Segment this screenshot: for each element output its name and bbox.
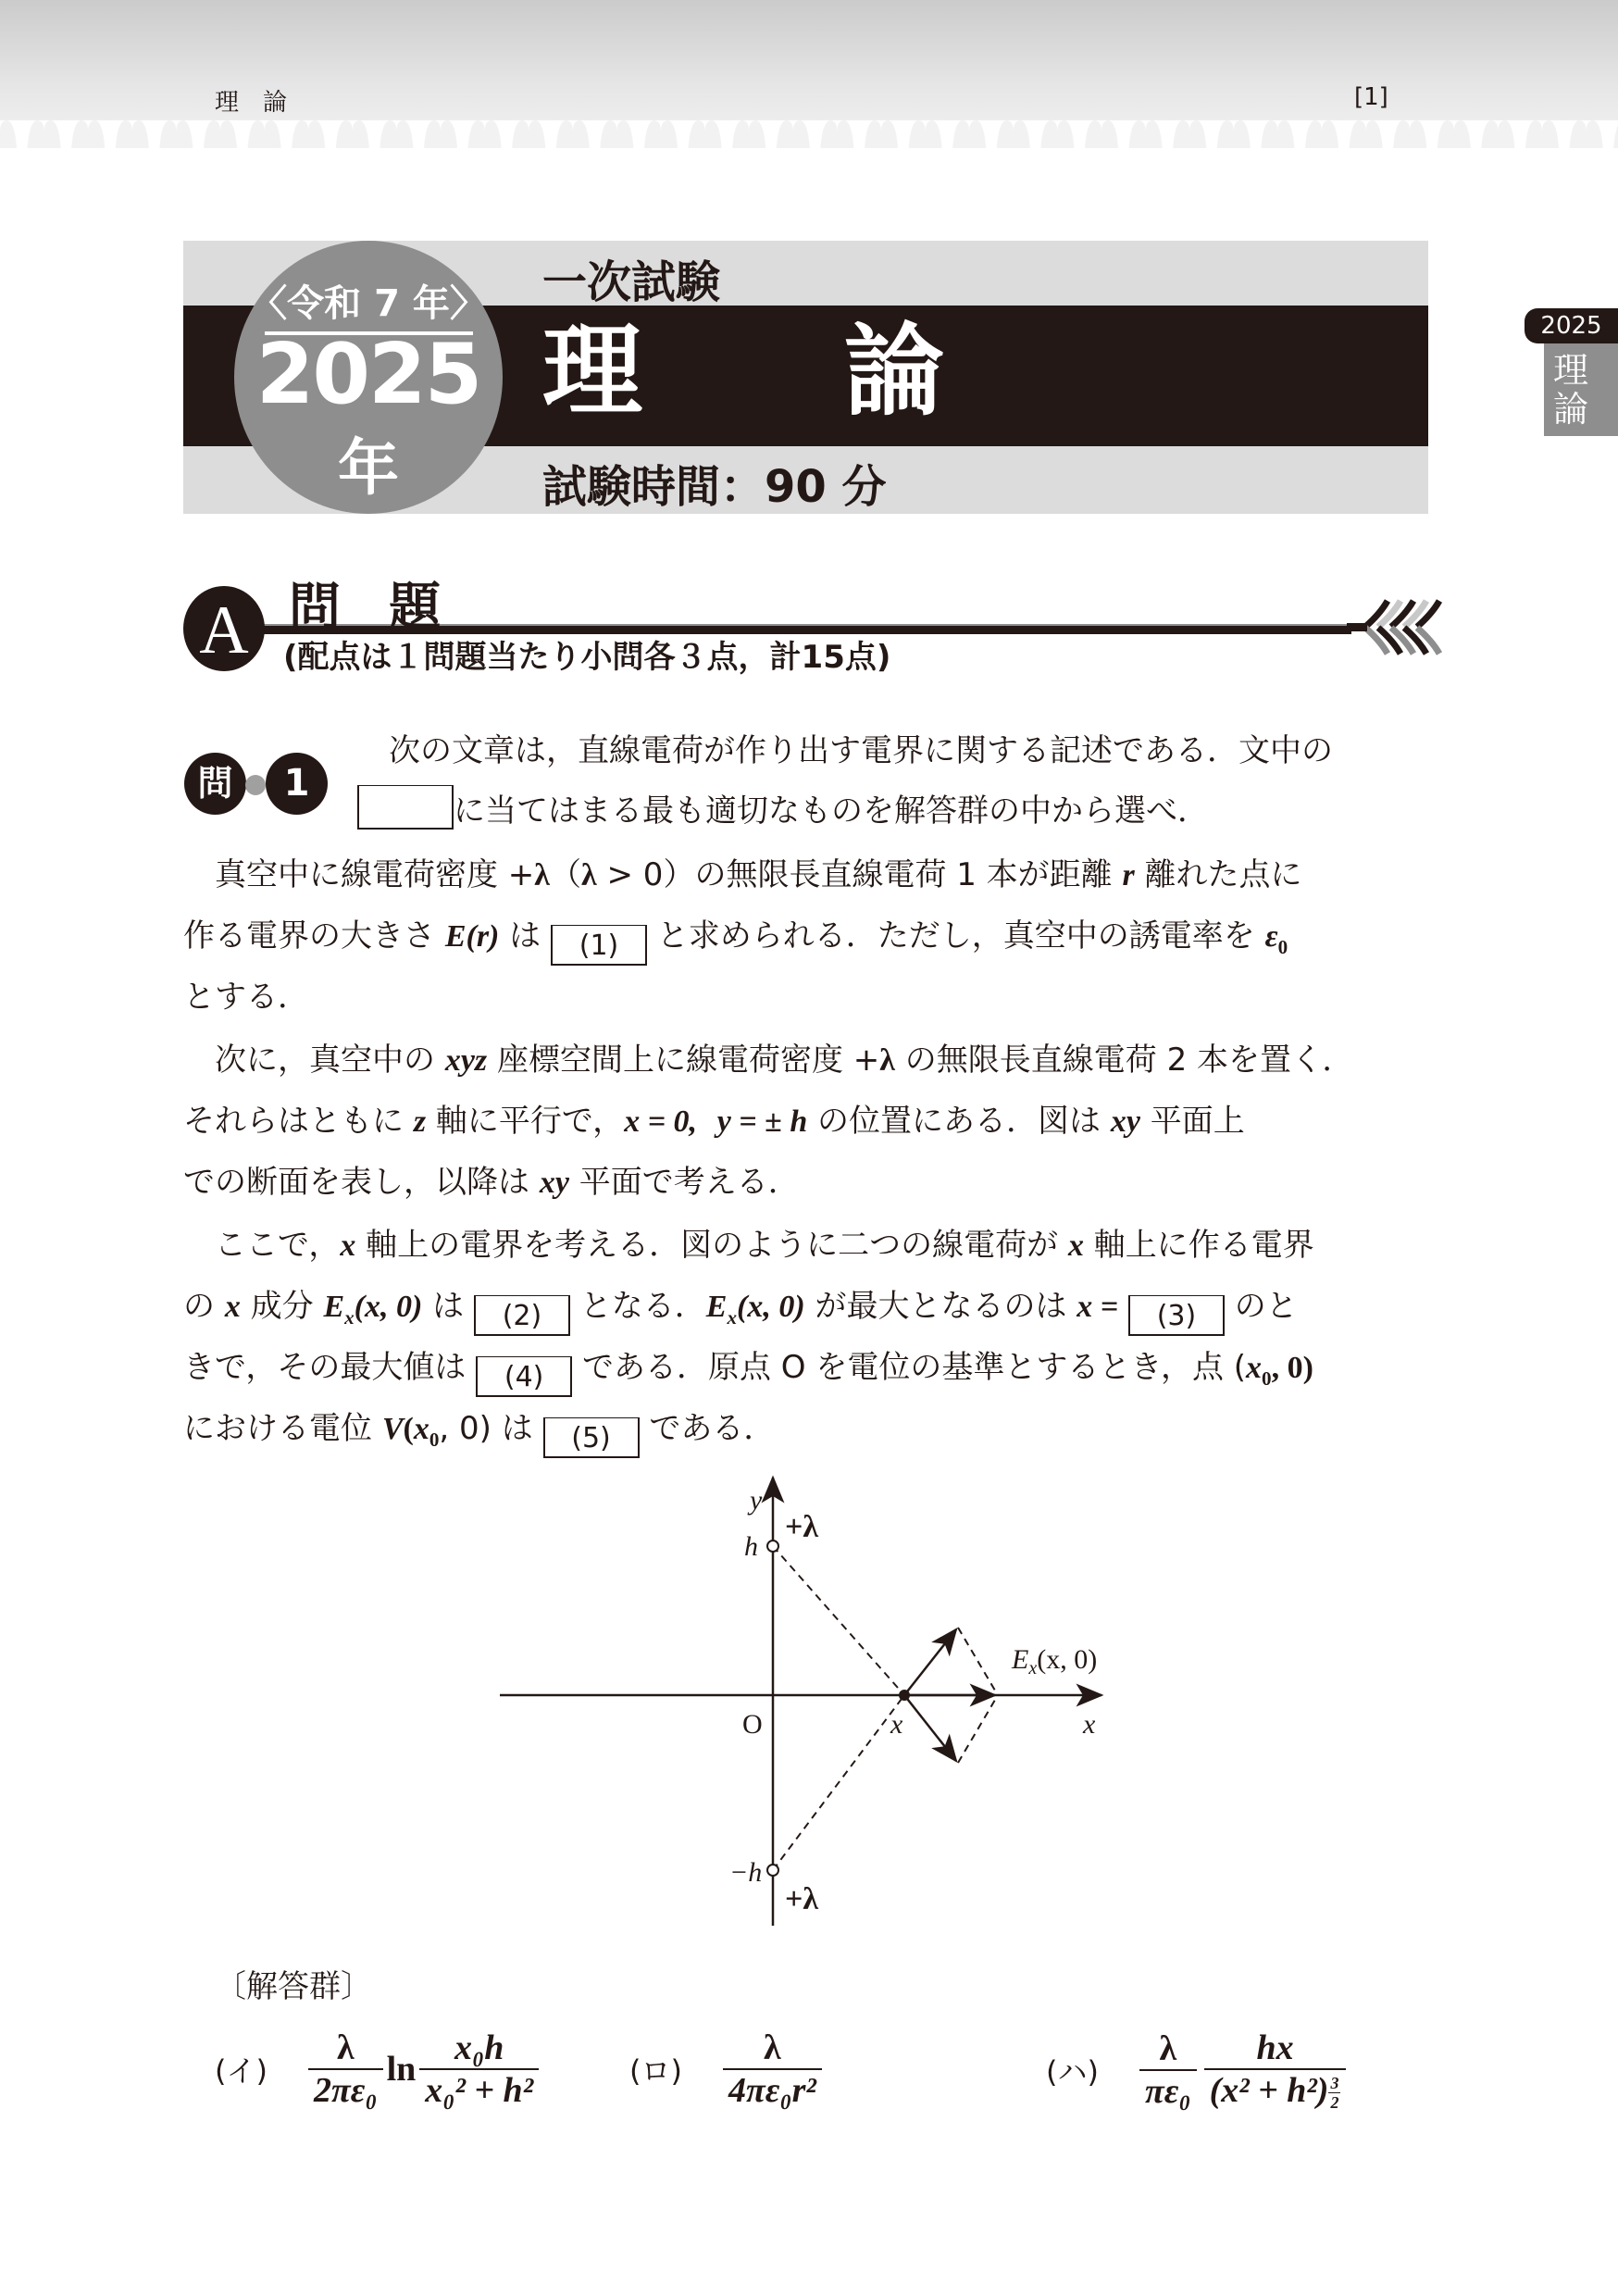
math-xy: xy: [539, 1166, 569, 1200]
origin-label: O: [742, 1709, 763, 1740]
text: 軸に平行で，: [426, 1103, 625, 1140]
x-axis-label: x: [1083, 1709, 1096, 1740]
line-charge-diagram: [491, 1472, 1139, 1935]
math-args: (x, 0): [737, 1290, 805, 1324]
math-E: E: [323, 1290, 345, 1324]
year-number: 2025: [255, 326, 481, 423]
paragraph-2-line-3: [183, 1152, 800, 1214]
answer-choice-ro[interactable]: [629, 2028, 826, 2111]
text: それらはともに: [183, 1103, 414, 1140]
denominator-base: (x² + h²): [1209, 2071, 1329, 2110]
math-args: (x, 0): [354, 1290, 423, 1324]
math-condition-x: x = 0,: [624, 1104, 698, 1139]
ln-operator: ln: [386, 2050, 417, 2089]
side-tab-subject-char-2: 論: [1553, 389, 1589, 430]
paragraph-3-line-1: [215, 1215, 1314, 1277]
math-xyz: xyz: [444, 1043, 488, 1078]
fraction: [1204, 2028, 1347, 2112]
text: と求められる．ただし，真空中の誘電率を: [647, 917, 1265, 955]
math-lambda: λ: [879, 1043, 895, 1078]
math-subscript: 0: [429, 1428, 440, 1451]
arrow-fletching-icon: [1347, 597, 1444, 657]
math-lambda: λ: [534, 858, 550, 892]
fraction: [1139, 2028, 1197, 2112]
section-title: 問題: [289, 577, 489, 638]
side-tab-year[interactable]: 2025: [1525, 308, 1618, 343]
numerator: λ: [336, 2028, 355, 2067]
text: の位置にある．図は: [807, 1103, 1111, 1140]
exponent-fraction: [1328, 2074, 1340, 2112]
math-paren: (: [403, 1412, 414, 1446]
math-r: r: [1122, 858, 1135, 892]
math-z: z: [413, 1104, 427, 1139]
numerator: x₀h: [454, 2028, 504, 2067]
text: 成分: [240, 1288, 324, 1325]
text: は: [422, 1288, 474, 1325]
numerator: λ: [764, 2028, 781, 2067]
choice-label: (ロ): [629, 2053, 682, 2089]
question-badge-number: 1: [266, 753, 328, 815]
h-label: h: [744, 1531, 758, 1562]
text: の無限長直線電荷 2 本を置く．: [894, 1042, 1354, 1079]
page-number: [1]: [1354, 83, 1388, 111]
text: 離れた点に: [1134, 856, 1302, 893]
math-subscript: 0: [1262, 1366, 1272, 1390]
fraction: [723, 2028, 822, 2111]
subject-title: 理論: [542, 314, 1147, 430]
blank-placeholder-box: [357, 785, 454, 830]
field-label: $E_x(x$, 0): [1012, 1644, 1098, 1678]
math-subscript: 0: [1277, 935, 1288, 958]
answer-blank-1[interactable]: (1): [551, 925, 647, 966]
text: である．: [639, 1410, 776, 1447]
scallop-border: [0, 120, 1618, 148]
math-condition-y: y = ± h: [716, 1104, 808, 1139]
math-x: x: [340, 1229, 356, 1263]
running-title: 理論: [215, 89, 312, 117]
math-x: x: [413, 1412, 429, 1446]
exponent-denominator: 2: [1330, 2093, 1339, 2113]
math-E-of-r: E(r): [444, 919, 500, 954]
text: である．原点 O を電位の基準とするとき，点 (: [572, 1349, 1247, 1386]
text: 平面上: [1139, 1103, 1245, 1140]
math-x-equals: x =: [1077, 1290, 1119, 1324]
answer-blank-4[interactable]: (4): [476, 1356, 572, 1397]
text: ここで，: [215, 1227, 341, 1264]
text: , 0) は: [439, 1410, 543, 1447]
fraction: [419, 2028, 539, 2111]
paragraph-1-line-3: とする．: [183, 979, 309, 1016]
text: のと: [1224, 1288, 1298, 1325]
denominator: 4πε₀r²: [723, 2068, 822, 2111]
math-E: E: [705, 1290, 728, 1324]
year-badge: [234, 241, 503, 592]
math-V: V: [381, 1412, 404, 1446]
text: 次に，真空中の: [215, 1042, 445, 1079]
paragraph-3-line-2: [183, 1276, 1298, 1338]
minus-h-label: −h: [729, 1857, 763, 1888]
text: 真空中に線電荷密度 +: [215, 856, 535, 893]
answer-choice-ha[interactable]: [1046, 2028, 1350, 2112]
text: の: [183, 1288, 225, 1325]
denominator: πε₀: [1139, 2069, 1197, 2112]
paragraph-1-line-1: [215, 844, 1302, 906]
question-badge-label: 問: [184, 753, 246, 815]
side-tab-subject[interactable]: [1544, 343, 1618, 436]
y-axis-label: y: [750, 1485, 763, 1516]
text: 軸上の電界を考える．図のように二つの線電荷が: [355, 1227, 1068, 1264]
era-label: 〈令和 7 年〉: [250, 282, 487, 325]
paragraph-1-line-2: [183, 905, 1288, 967]
charge-bottom-label: +λ: [785, 1882, 819, 1916]
math-subscript: x: [727, 1305, 737, 1329]
points-note: (配点は１問題当たり小問各３点，計15点): [283, 639, 891, 676]
denominator: x₀² + h²: [419, 2068, 539, 2111]
text: きで，その最大値は: [183, 1349, 477, 1386]
math-x: x: [224, 1290, 241, 1324]
paragraph-3-line-3: [183, 1337, 1313, 1399]
text: は: [499, 917, 551, 955]
choice-label: (ハ): [1046, 2053, 1099, 2090]
numerator: hx: [1256, 2028, 1294, 2067]
text: での断面を表し，以降は: [183, 1164, 540, 1201]
exponent-numerator: 3: [1330, 2074, 1339, 2093]
text: 座標空間上に線電荷密度 +: [487, 1042, 880, 1079]
answer-group-header: 〔解答群〕: [215, 1968, 372, 2005]
paragraph-2-line-1: [215, 1029, 1353, 1092]
denominator: [1204, 2068, 1347, 2112]
text: （: [550, 856, 581, 893]
answer-blank-5[interactable]: (5): [543, 1417, 640, 1458]
question-intro-line-1: 次の文章は，直線電荷が作り出す電界に関する記述である．文中の: [389, 732, 1333, 769]
math-epsilon: ε: [1264, 919, 1278, 954]
exam-time: 試験時間：90 分: [542, 461, 887, 513]
math-x: x: [1246, 1351, 1263, 1385]
math-lambda: λ: [581, 858, 597, 892]
math-xy: xy: [1110, 1104, 1140, 1139]
answer-blank-3[interactable]: (3): [1128, 1295, 1225, 1336]
fraction: [308, 2028, 383, 2111]
text: > 0）の無限長直線電荷 1 本が距離: [596, 856, 1123, 893]
paragraph-2-line-2: [183, 1091, 1245, 1153]
text: 軸上に作る電界: [1083, 1227, 1314, 1264]
intro-text: に当てはまる最も適切なものを解答群の中から選べ．: [454, 792, 1209, 830]
math-args: , 0): [1271, 1351, 1313, 1385]
answer-blank-2[interactable]: (2): [474, 1295, 570, 1336]
side-tab-subject-char-1: 理: [1553, 350, 1589, 391]
year-suffix: 年度: [338, 432, 454, 592]
question-badge-dot: [245, 775, 266, 795]
point-label: x: [890, 1709, 903, 1740]
question-intro-line-2: [357, 780, 1209, 842]
exam-type: 一次試験: [542, 256, 721, 308]
text: における電位: [183, 1410, 382, 1447]
text: が最大となるのは: [804, 1288, 1077, 1325]
text: 平面で考える．: [568, 1164, 800, 1201]
math-subscript: x: [344, 1305, 355, 1329]
paragraph-3-line-4: [183, 1398, 775, 1460]
math-x: x: [1067, 1229, 1084, 1263]
charge-top-label: +λ: [785, 1510, 819, 1544]
text: 作る電界の大きさ: [183, 917, 445, 955]
title-block: [183, 241, 1428, 592]
choice-label: (イ): [215, 2053, 268, 2089]
section-badge: A: [183, 586, 265, 671]
denominator: 2πε₀: [308, 2068, 383, 2111]
answer-choice-i[interactable]: [215, 2028, 542, 2111]
text: となる．: [569, 1288, 706, 1325]
numerator: λ: [1159, 2028, 1177, 2068]
